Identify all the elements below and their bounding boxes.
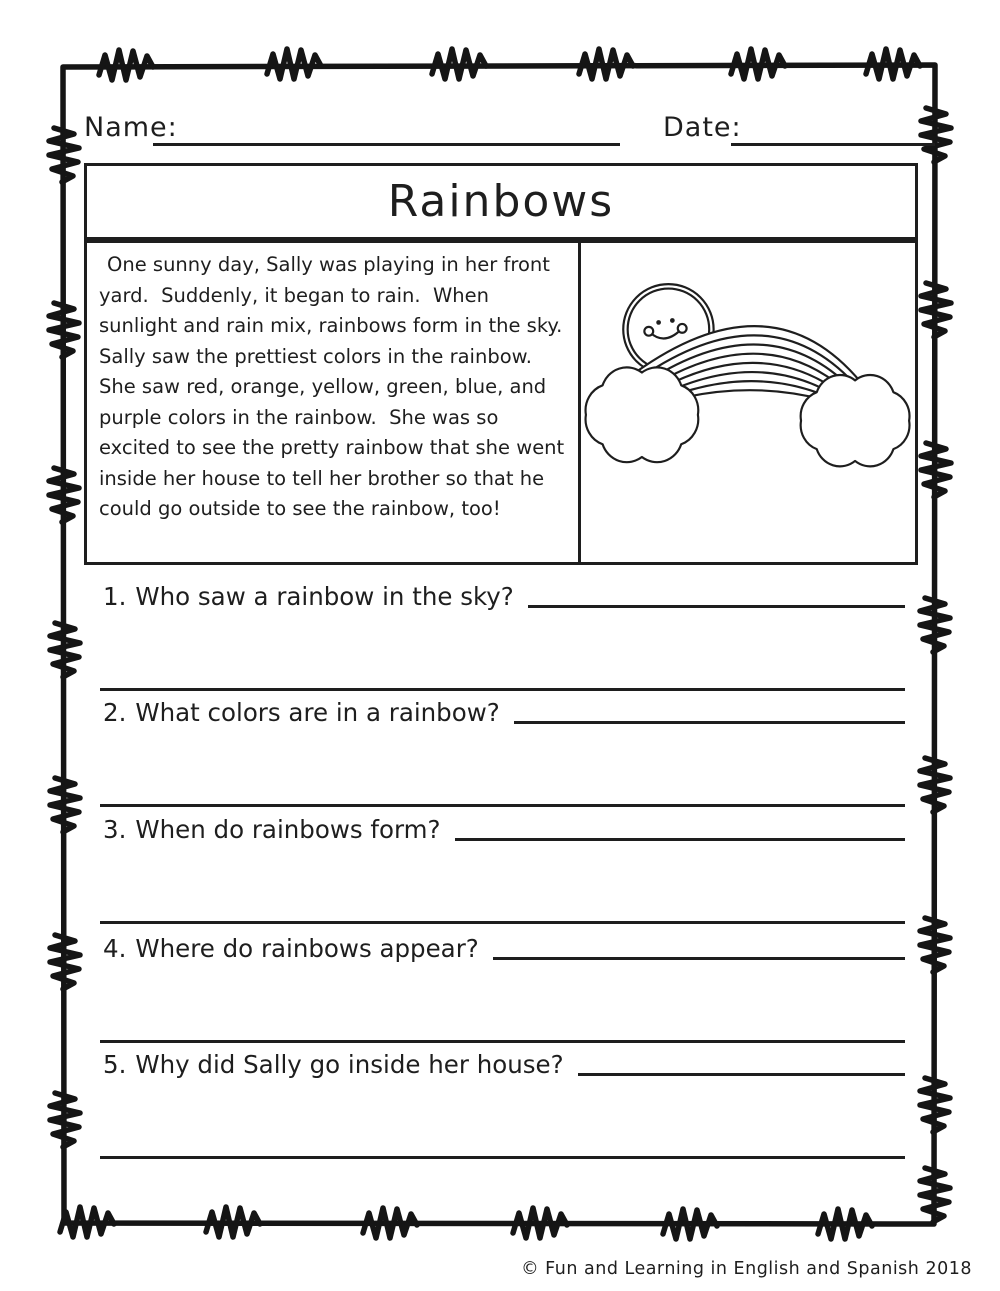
question-1-number: 1. [103,582,127,611]
question-4-answer-line[interactable] [493,957,905,960]
question-3-number: 3. [103,815,127,844]
passage-text: One sunny day, Sally was playing in her front yard. Suddenly, it began to rain. When sunlight and rain mix, rainbows form in the sky. Sally saw the prettiest colors in the rainbow. She saw red, orange, yellow, green, blue, and purple colors in the rainbow. She was so excited to see the pretty rainbow that she went inside her house to tell her brother so that he could go outside to see the rainbow, too! [87,243,581,562]
cloud-right-icon [801,375,910,466]
question-3-text: When do rainbows form? [135,815,441,844]
illustration-cell [581,243,915,562]
question-4-answer-line-2[interactable] [100,1040,905,1043]
question-5-number: 5. [103,1050,127,1079]
rainbow-illustration [581,243,915,562]
date-label: Date: [663,112,742,143]
question-4-text: Where do rainbows appear? [135,934,479,963]
question-5-answer-line[interactable] [578,1073,905,1076]
question-2-answer-line-2[interactable] [100,804,905,807]
question-5 [103,1048,905,1178]
page-title: Rainbows [387,176,615,227]
question-5-answer-line-2[interactable] [100,1156,905,1159]
passage-box [84,240,918,565]
question-3-answer-line-2[interactable] [100,921,905,924]
question-1-answer-line-2[interactable] [100,688,905,691]
copyright-credit: © Fun and Learning in English and Spanish 2018 [521,1259,972,1279]
question-5-text: Why did Sally go inside her house? [135,1050,564,1079]
question-2-answer-line[interactable] [514,721,905,724]
question-1-answer-line[interactable] [528,605,905,608]
question-2 [103,696,905,826]
question-3 [103,813,905,943]
question-3-answer-line[interactable] [455,838,905,841]
title-box [84,163,918,240]
date-input-line[interactable] [731,143,935,146]
question-4 [103,932,905,1062]
question-2-number: 2. [103,698,127,727]
question-1-text: Who saw a rainbow in the sky? [135,582,514,611]
question-4-number: 4. [103,934,127,963]
question-1 [103,580,905,710]
question-2-text: What colors are in a rainbow? [135,698,500,727]
name-label: Name: [84,112,178,143]
name-input-line[interactable] [153,143,620,146]
